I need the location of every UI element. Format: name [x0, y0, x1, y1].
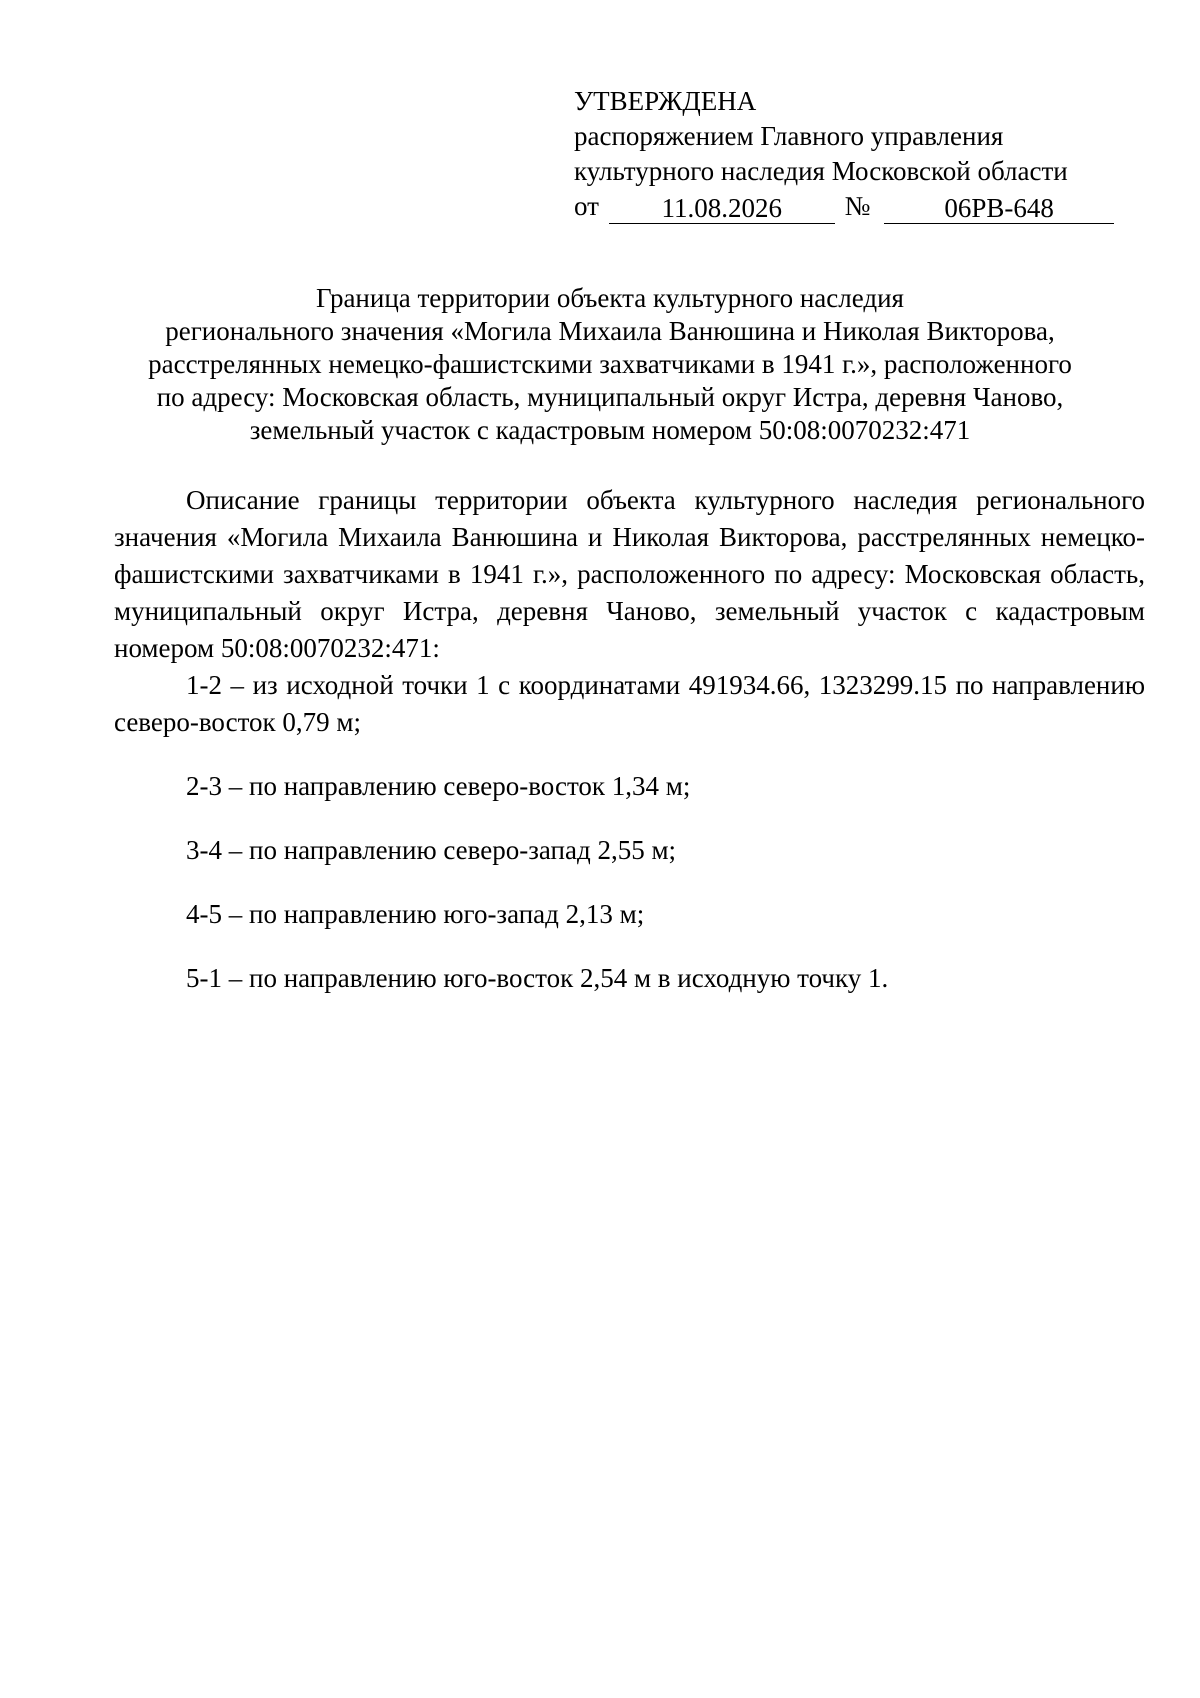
boundary-segment-2-3: 2-3 – по направлению северо-восток 1,34 м;	[186, 771, 691, 801]
approval-number: 06РВ-648	[884, 193, 1114, 224]
title-line-4: по адресу: Московская область, муниципальный округ Истра, деревня Чаново,	[156, 382, 1064, 412]
approval-line-1: распоряжением Главного управления	[574, 121, 1004, 151]
boundary-description: Описание границы территории объекта культурного наследия регионального значения «Могила Михаила Ванюшина и Николая Викторова, расстрелянных немецко-фашистскими захватчиками в 1941 г.», расположенного по адресу: Московская область, муниципальный округ Истра, деревня Чаново, земельный участок с кадастровым номером 50:08:0070232:471:	[114, 485, 1145, 663]
title-line-1: Граница территории объекта культурного наследия	[316, 283, 904, 313]
document-body	[114, 482, 1145, 1024]
title-line-5: земельный участок с кадастровым номером 50:08:0070232:471	[249, 415, 971, 445]
from-label: от	[574, 191, 599, 221]
title-line-3: расстрелянных немецко-фашистскими захватчиками в 1941 г.», расположенного	[148, 349, 1072, 379]
approval-date-line	[574, 189, 1114, 224]
approval-date: 11.08.2026	[609, 193, 835, 224]
boundary-segment-3-4: 3-4 – по направлению северо-запад 2,55 м;	[186, 835, 677, 865]
boundary-segment-4-5: 4-5 – по направлению юго-запад 2,13 м;	[186, 899, 645, 929]
approval-block	[574, 84, 1114, 224]
approval-heading: УТВЕРЖДЕНА	[574, 86, 757, 116]
boundary-segment-1-2: 1-2 – из исходной точки 1 с координатами 491934.66, 1323299.15 по направлению северо-восток 0,79 м;	[114, 670, 1145, 737]
title-line-2: регионального значения «Могила Михаила Ванюшина и Николая Викторова,	[165, 316, 1055, 346]
boundary-segment-5-1: 5-1 – по направлению юго-восток 2,54 м в исходную точку 1.	[186, 963, 889, 993]
approval-line-2: культурного наследия Московской области	[574, 156, 1068, 186]
number-sign: №	[844, 191, 871, 221]
document-title	[110, 282, 1110, 447]
